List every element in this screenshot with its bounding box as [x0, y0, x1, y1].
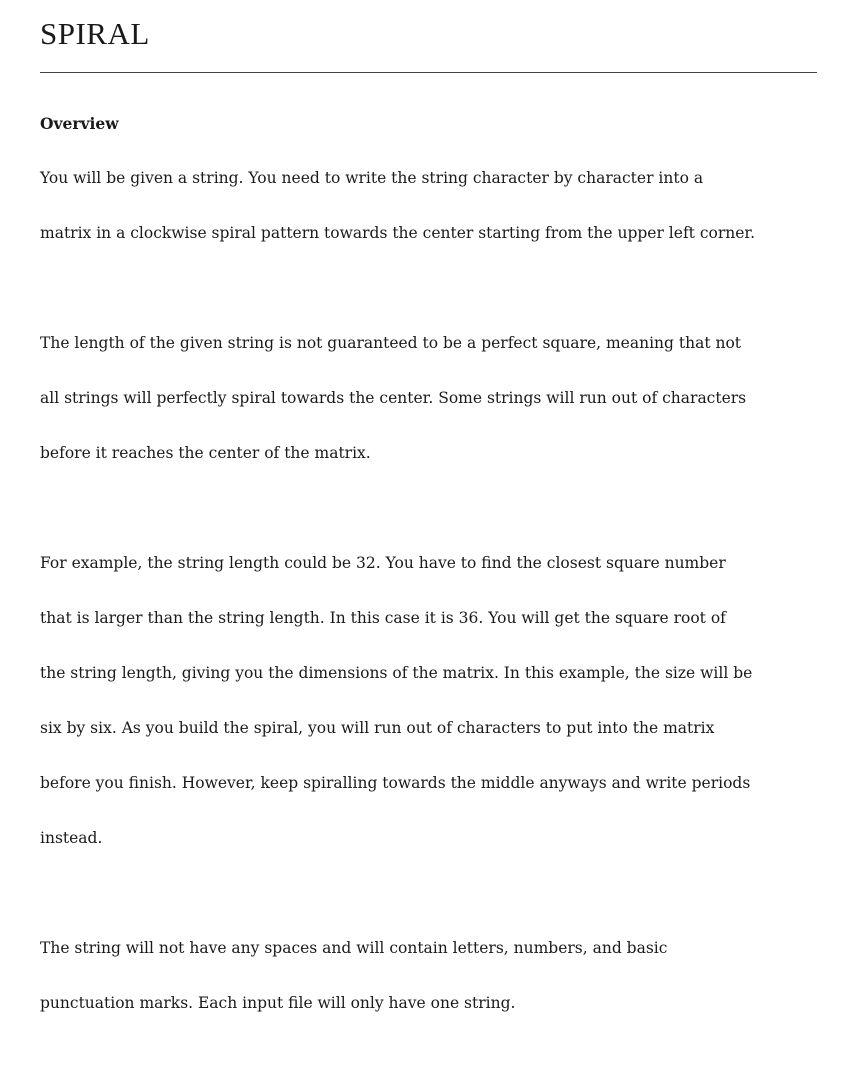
paragraph-line: matrix in a clockwise spiral pattern towards the center starting from the upper left corner.: [40, 224, 756, 242]
paragraph-line: before you finish. However, keep spiralling towards the middle anyways and write periods: [40, 774, 751, 792]
paragraph-line: six by six. As you build the spiral, you will run out of characters to put into the matrix: [40, 719, 715, 737]
paragraph-line: the string length, giving you the dimensions of the matrix. In this example, the size will be: [40, 664, 753, 682]
paragraph-line: before it reaches the center of the matrix.: [40, 444, 371, 462]
paragraph-line: For example, the string length could be 32. You have to find the closest square number: [40, 554, 726, 572]
paragraph-line: that is larger than the string length. In this case it is 36. You will get the square root of: [40, 609, 726, 627]
paragraph-line: The string will not have any spaces and will contain letters, numbers, and basic: [40, 939, 668, 957]
page-title: SPIRAL: [40, 16, 150, 51]
paragraph-example: [40, 523, 830, 881]
paragraph-line: punctuation marks. Each input file will only have one string.: [40, 994, 516, 1012]
document-body: [40, 110, 830, 1073]
paragraph-length: [40, 303, 830, 496]
section-heading-overview: Overview: [40, 114, 119, 133]
paragraph-line: The length of the given string is not guaranteed to be a perfect square, meaning that not: [40, 334, 742, 352]
title-divider: [40, 72, 817, 73]
paragraph-line: instead.: [40, 829, 103, 847]
paragraph-line: all strings will perfectly spiral towards the center. Some strings will run out of characters: [40, 389, 747, 407]
paragraph-line: You will be given a string. You need to write the string character by character into a: [40, 169, 704, 187]
paragraph-input-format: [40, 908, 830, 1046]
paragraph-intro: [40, 138, 830, 276]
